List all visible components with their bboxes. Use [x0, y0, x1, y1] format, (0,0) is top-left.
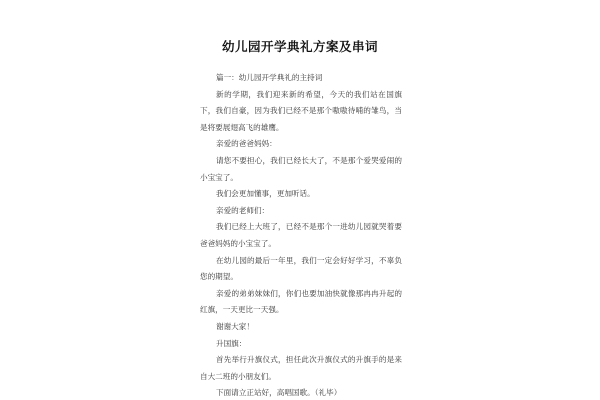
body-paragraph: 首先举行升旗仪式，担任此次升旗仪式的升旗手的是来自大二班的小朋友们。: [200, 355, 402, 381]
body-paragraph: 我们已经上大班了，已经不是那个一进幼儿园就哭着要爸爸妈妈的小宝宝了。: [200, 222, 402, 248]
body-paragraph: 升国旗：: [216, 338, 247, 348]
document-title: 幼儿园开学典礼方案及串词: [221, 39, 378, 54]
document-body: [200, 70, 402, 400]
body-paragraph: 在幼儿园的最后一年里，我们一定会好好学习，不辜负您的期望。: [200, 255, 402, 282]
body-paragraph: 我们会更加懂事，更加听话。: [216, 189, 315, 199]
body-paragraph: 新的学期，我们迎来新的希望，今天的我们站在国旗下，我们自豪，因为我们已经不是那个嗷嗷待哺的雏鸟，当是将要展翅高飞的雄鹰。: [200, 89, 402, 132]
body-paragraph: 亲爱的弟弟妹妹们，你们也要加油快就像那冉冉升起的红旗，一天更比一天强。: [200, 288, 402, 315]
body-paragraph: 下面请立正站好，高唱国歌。（礼毕）: [216, 388, 342, 398]
body-paragraph: 亲爱的爸爸妈妈：: [216, 139, 277, 149]
body-paragraph: 亲爱的老师们：: [216, 205, 270, 215]
heading-paragraph: 篇一：幼儿园开学典礼的主持词: [216, 73, 323, 82]
body-paragraph: 谢谢大家！: [216, 321, 254, 331]
body-paragraph: 请您不要担心，我们已经长大了，不是那个爱哭爱闹的小宝宝了。: [200, 155, 402, 182]
